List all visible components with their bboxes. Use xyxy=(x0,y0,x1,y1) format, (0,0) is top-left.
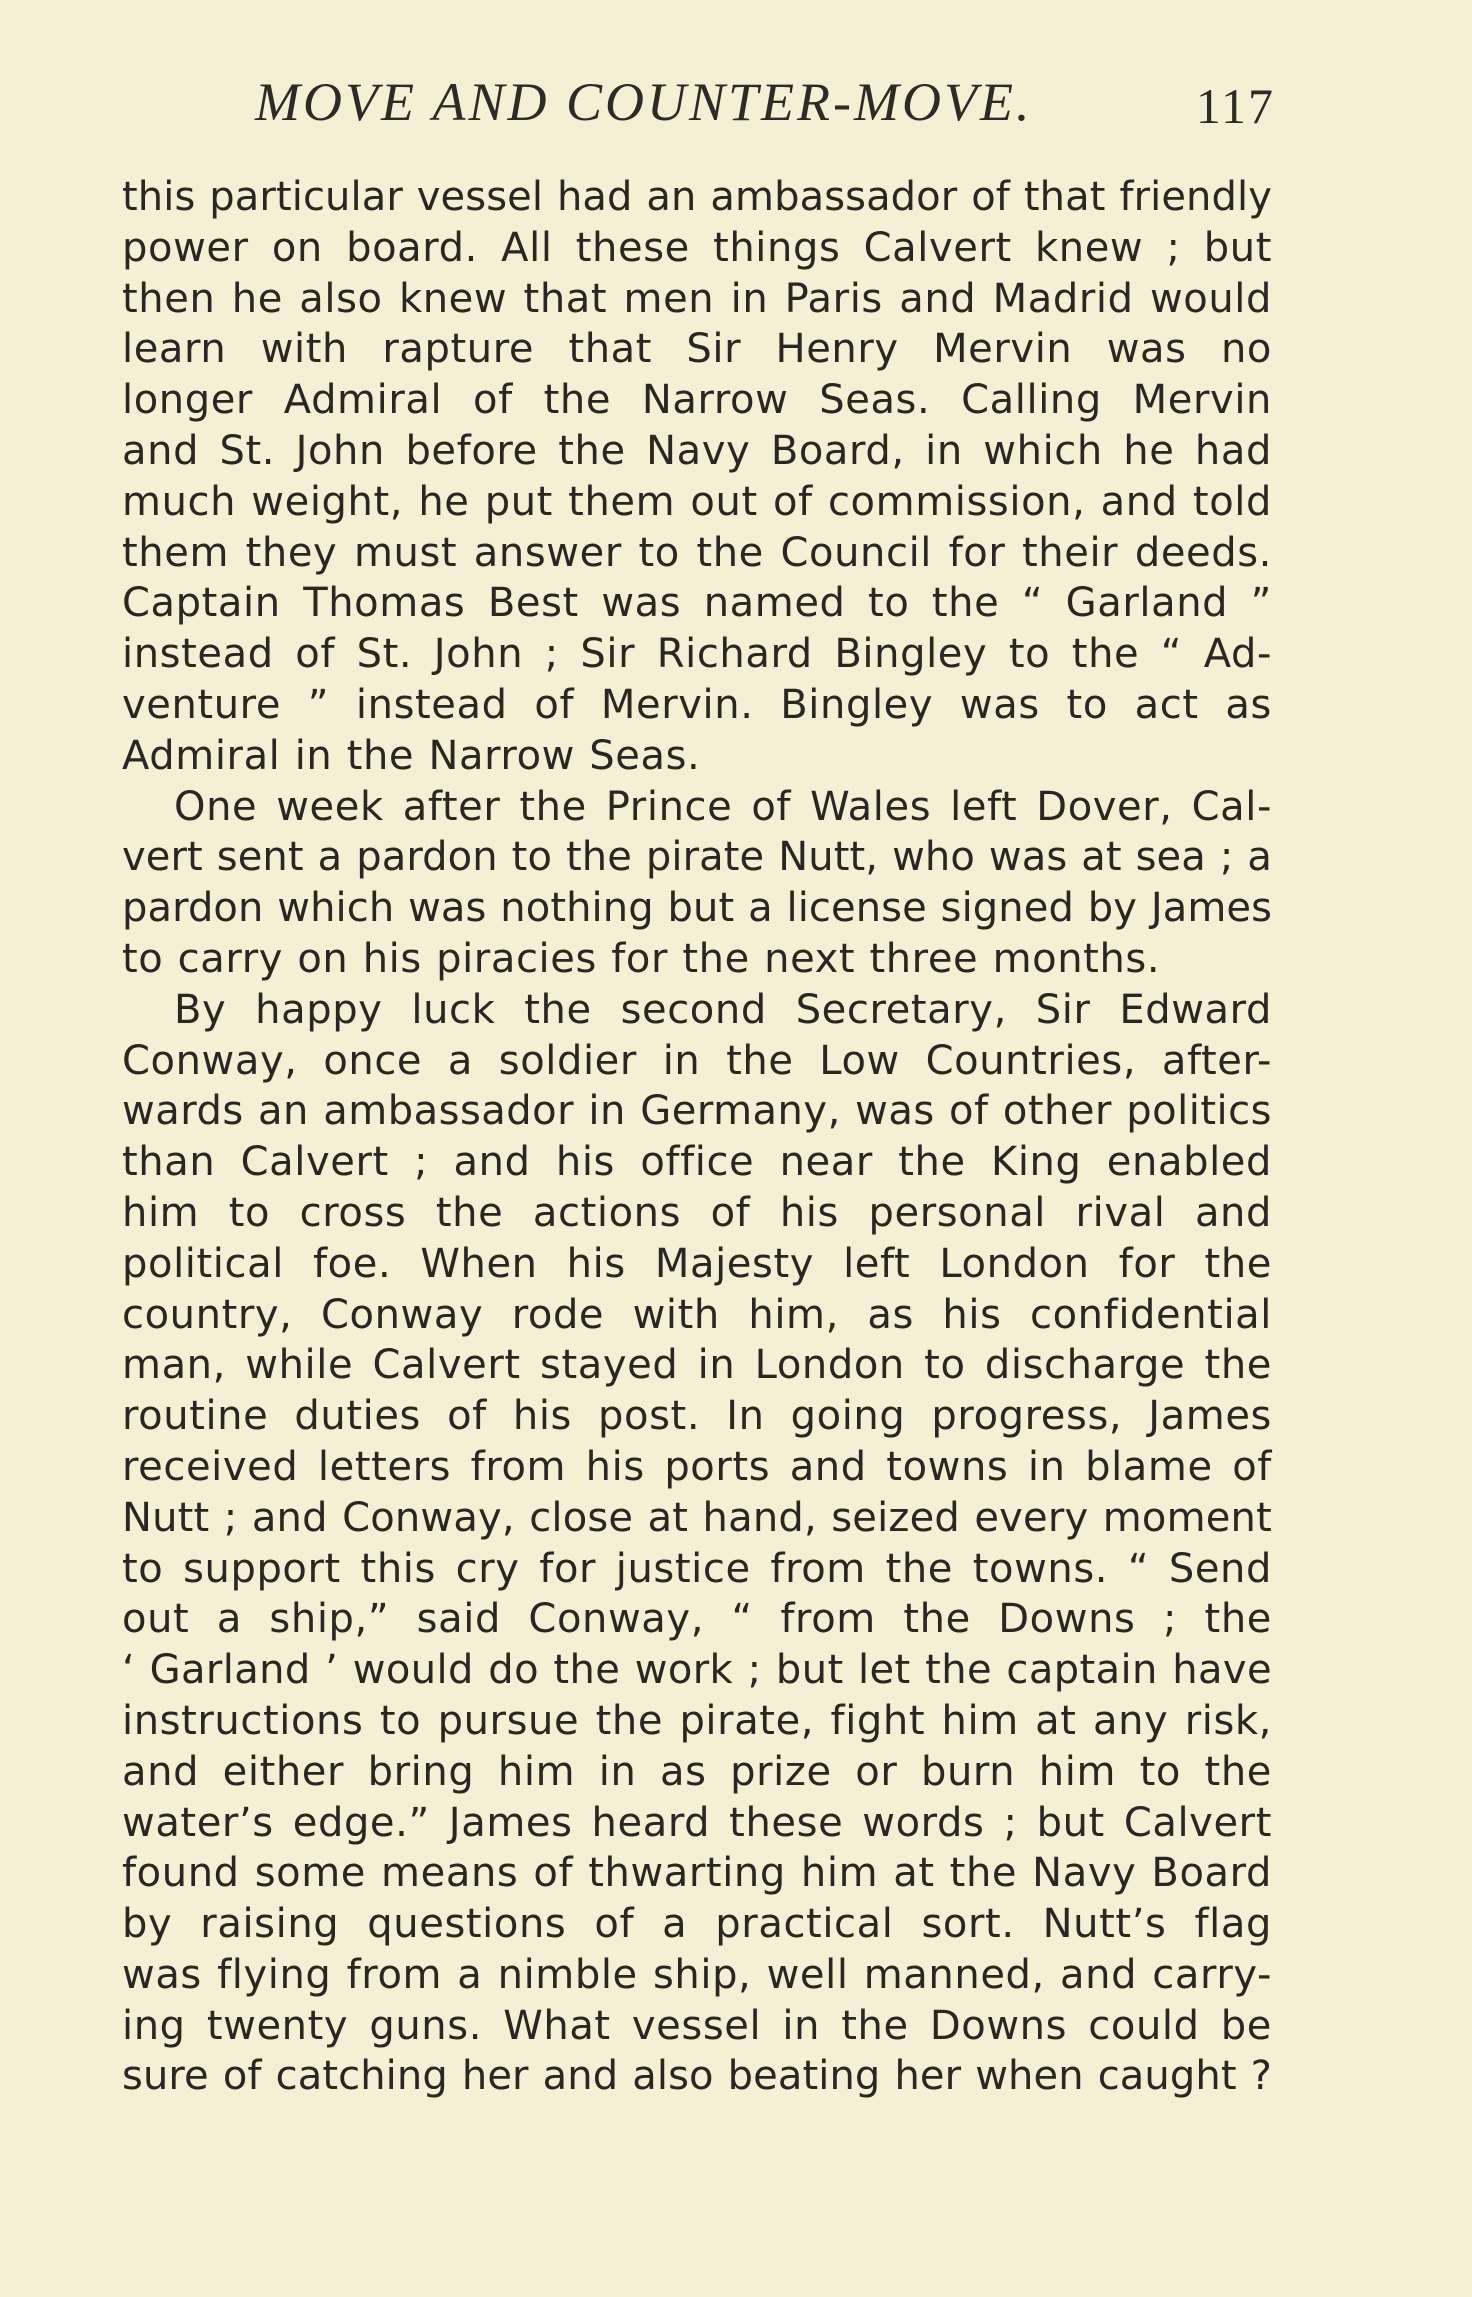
text-line: received letters from his ports and towns in blame of xyxy=(122,1443,1272,1490)
text-line: vert sent a pardon to the pirate Nutt, who was at sea ; a xyxy=(122,834,1272,881)
text-line: instructions to pursue the pirate, fight him at any risk, xyxy=(122,1697,1272,1744)
text-line: out a ship,” said Conway, “ from the Downs ; the xyxy=(122,1596,1272,1643)
text-line: longer Admiral of the Narrow Seas. Calling Mervin xyxy=(122,377,1272,424)
text-line: wards an ambassador in Germany, was of other politics xyxy=(122,1088,1272,1135)
text-line: then he also knew that men in Paris and Madrid would xyxy=(122,275,1272,322)
running-title: MOVE AND COUNTER-MOVE. xyxy=(255,72,1033,132)
text-line: found some means of thwarting him at the Navy Board xyxy=(122,1850,1272,1897)
paragraph-end-line: Admiral in the Narrow Seas. xyxy=(122,732,701,779)
text-line: learn with rapture that Sir Henry Mervin was no xyxy=(122,326,1272,373)
text-line: Conway, once a soldier in the Low Countries, after- xyxy=(122,1037,1272,1084)
paragraph-end-line: to carry on his piracies for the next three months. xyxy=(122,935,1161,982)
page-number: 117 xyxy=(1195,78,1275,134)
text-line: instead of St. John ; Sir Richard Bingley to the “ Ad- xyxy=(122,631,1272,678)
text-line: power on board. All these things Calvert knew ; but xyxy=(122,224,1272,271)
text-line: and either bring him in as prize or burn him to the xyxy=(122,1748,1272,1795)
text-line: water’s edge.” James heard these words ; but Calvert xyxy=(122,1799,1272,1846)
page-header xyxy=(255,72,1275,132)
text-line: ing twenty guns. What vessel in the Downs could be xyxy=(122,2002,1272,2049)
text-line: to support this cry for justice from the towns. “ Send xyxy=(122,1545,1272,1592)
text-line: was flying from a nimble ship, well manned, and carry- xyxy=(122,1951,1272,1998)
text-line: much weight, he put them out of commission, and told xyxy=(122,478,1272,525)
text-line: ‘ Garland ’ would do the work ; but let the captain have xyxy=(122,1647,1272,1694)
body-text xyxy=(122,172,1272,2102)
text-line: political foe. When his Majesty left London for the xyxy=(122,1240,1272,1287)
paragraph-start-line: One week after the Prince of Wales left Dover, Cal- xyxy=(174,783,1272,830)
text-line: venture ” instead of Mervin. Bingley was to act as xyxy=(122,681,1272,728)
text-line: him to cross the actions of his personal rival and xyxy=(122,1189,1272,1236)
text-line: them they must answer to the Council for their deeds. xyxy=(122,529,1272,576)
text-line: Nutt ; and Conway, close at hand, seized every moment xyxy=(122,1494,1272,1541)
text-line: man, while Calvert stayed in London to discharge the xyxy=(122,1342,1272,1389)
text-line: by raising questions of a practical sort. Nutt’s flag xyxy=(122,1901,1272,1948)
text-line: pardon which was nothing but a license signed by James xyxy=(122,885,1273,932)
text-line: this particular vessel had an ambassador of that friendly xyxy=(122,174,1272,220)
text-line: and St. John before the Navy Board, in which he had xyxy=(122,427,1272,474)
paragraph-start-line: By happy luck the second Secretary, Sir Edward xyxy=(174,986,1272,1033)
text-line: than Calvert ; and his office near the King enabled xyxy=(122,1139,1272,1186)
text-line: Captain Thomas Best was named to the “ Garland ” xyxy=(122,580,1272,627)
text-line: sure of catching her and also beating her when caught ? xyxy=(122,2053,1272,2100)
text-line: country, Conway rode with him, as his confidential xyxy=(122,1291,1272,1338)
text-line: routine duties of his post. In going progress, James xyxy=(122,1393,1272,1440)
